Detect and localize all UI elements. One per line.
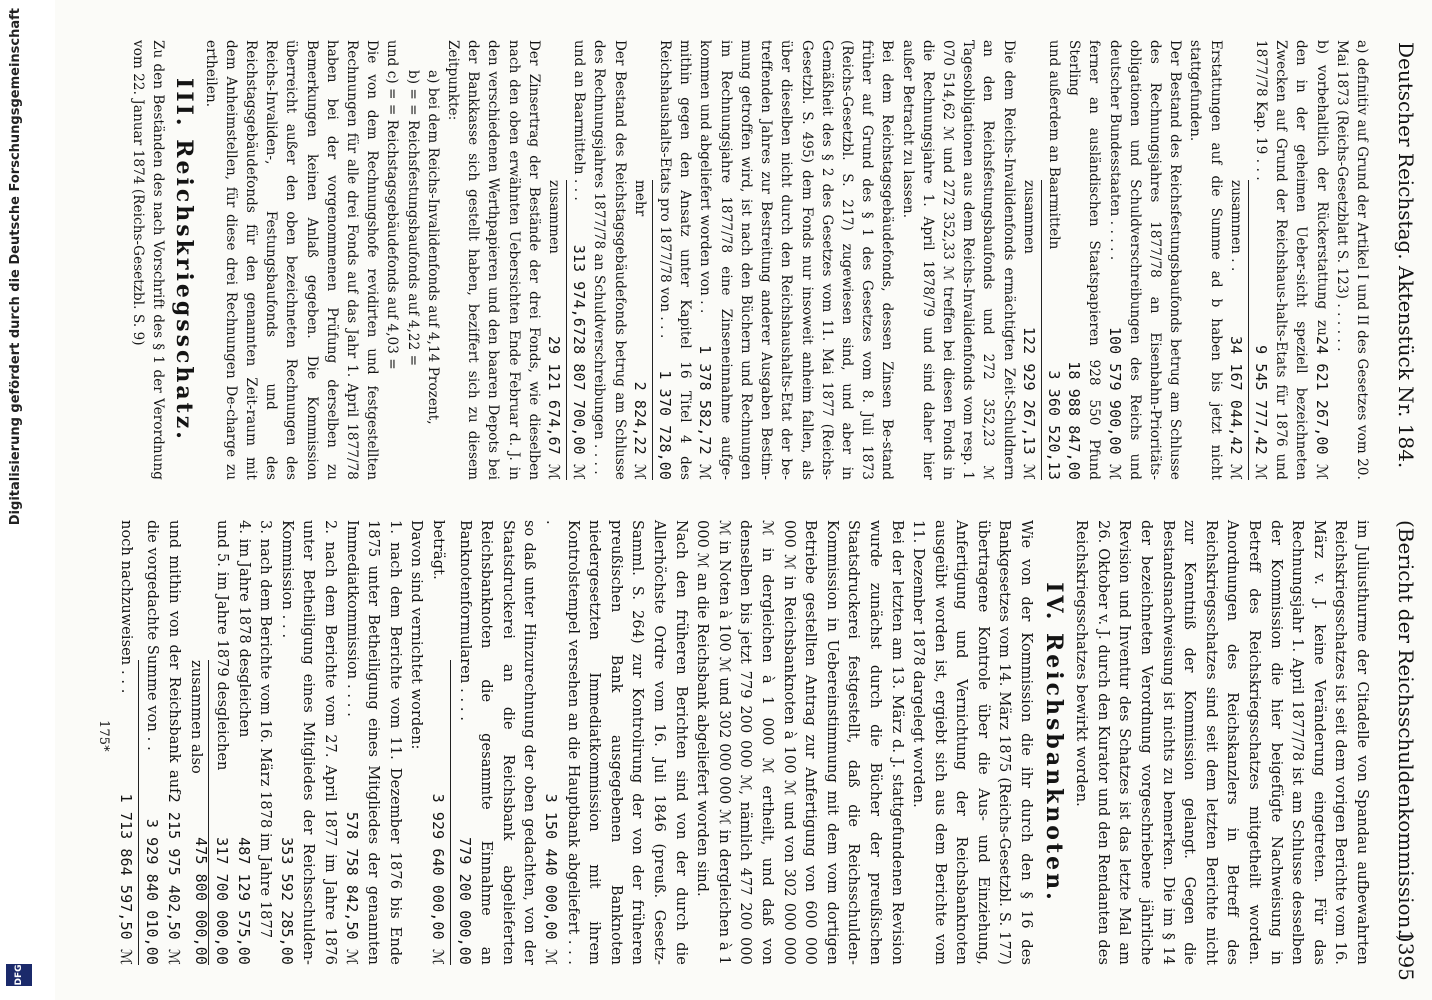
sum-line: zusammen . . 34 167 044,42 ℳ [1226,180,1245,480]
rate-line: und c) = = Reichstagsgebäudefonds auf 4,03 = [384,40,401,370]
credit-text: Digitalisierung gefördert durch die Deutsche Forschungsgemeinschaft [8,8,23,526]
paragraph: Die von dem Rechnungshofe revidirten und festgestellten Rechnungen für alle drei Fonds auf das Jahr 1. April 1877/78 haben bei der vorgenommenen Prüfung derselben zu Bemerkungen keinen Anlaß gegeben. Die Kommission überreicht außer den oben bezeichneten Rechnungen des Reichs-Invaliden-, Festungsbaufonds und des Reichstagsgebäudefonds für den genannten Zeit-raum mit dem Anheimstellen, für diese drei Rechnungen De-charge zu ertheilen. [202,40,381,480]
footer-mark: 175* [96,720,112,752]
header-right: (Bericht der Reichsschuldenkommission.) [1394,520,1418,943]
sum-line: mehr 2 824,22 ℳ [630,180,649,480]
amount-line: ferner an ausländischen Staatspapieren 928 550 Pfund Sterling 18 988 847,00 [1065,40,1103,480]
sum-rule [138,660,139,965]
rate-line: b) = = Reichsfestungsbaufonds auf 4,22 = [404,70,421,367]
paragraph: Die dem Reichs-Invalidenfonds ermächtigten Zeit-Schuldnern an den Reichsfestungsbaufonds und 272 352,23 ℳ Tagesobligationen aus dem Reichs-Invalidenfonds vom resp. 1 070 514,62 ℳ und 272 352,33 ℳ treffen bei diesen Fonds in die Rechnungsjahre 1. April 1878/79 und sind daher hier außer Betracht zu lassen. [899,40,1017,480]
right-column [93,520,1372,965]
section-title-iv: IV. Reichsbanknoten. [1040,582,1067,903]
paragraph: im Juliusthurme der Citadelle von Spandau aufbewahrten Reichskriegsschatzes ist seit dem vorigen Berichte vom 16. März v. J. keine Veränderung eingetreten. Für das Rechnungsjahr 1. April 1877/78 ist am Schlusse desselben der Kommission die hier beigefügte Nachweisung in Betreff des Reichskriegsschatzes mitgetheilt worden. Anordnungen des Reichskanzlers in Betreff des Reichskriegsschatzes sind seit dem letzten Berichte nicht zur Kenntniß der Kommission gelangt. Gegen die Bestandsnachweisung ist nichts zu bemerken. Die im § 14 der bezeichneten Verordnung vorgeschriebene jährliche Revision und Inventur des Schatzes ist das letzte Mal am 26. Oktober v. J. durch den Kurator und den Rendanten des Reichskriegsschatzes bewirkt worden. [1073,520,1370,965]
digitization-credit [0,0,55,1000]
sum-line: zusammen 29 121 674,67 ℳ [545,180,564,480]
paragraph: Bei dem Reichstagsgebäudefonds, dessen Zinsen Be-stand früher auf Grund des § 1 des Gesetzes vom 8. Juli 1873 (Reichs-Gesetzbl. S. 217) zugewiesen sind, und aber in Gemäßheit des § 2 des Gesetzes vom 11. Mai 1877 (Reichs-Gesetzbl. S. 495) dem Fonds nur insoweit anheim fallen, als über dieselben nicht durch den Reichshaushalts-Etat der be-treffenden Jahres zur Bestreitung anderer Ausgaben Bestim-mung getroffen wird, ist nach den Büchern und Rechnungen im Rechnungsjahre 1877/78 eine Zinseneinnahme aufge-kommen und abgeliefert worden von . . 1 378 582,72 ℳ [696,40,896,480]
sum-rule [652,180,653,480]
list-item: 3. nach dem Berichte vom 16. März 1878 im Jahre 1877 487 129 575,00 [234,520,274,965]
sum-rule [566,180,567,480]
list-item: 1. nach dem Berichte vom 11. Dezember 1876 bis Ende 1875 unter Betheiligung eines Mitgliedes der genannten Immediatkommission . . . . 578 758 842,50 ℳ [342,520,403,965]
rotated-page-content [55,0,1432,1000]
amount-line: und an Baarmitteln . . . 313 974,67 [570,40,589,337]
left-column [128,40,1372,480]
page-number: 1395 [1394,930,1418,981]
paragraph: Wie von der Kommission die ihr durch den § 16 des Bankgesetzes vom 14. März 1875 (Reichs-Gesetzbl. S. 177) übertragene Kontrole über die Aus- und Einziehung, Anfertigung und Vernichtung der Reichsbanknoten ausgeübt worden ist, ergiebt sich aus dem Berichte vom 11. Dezember 1878 dargelegt worden. [910,520,1035,965]
amount-line: und außerdem an Baarmitteln 3 360 520,13 [1044,40,1063,480]
item-a: a) definitiv auf Grund der Artikel I und II des Gesetzes vom 20. Mai 1873 (Reichs-Gesetzblatt S. 123) . . . . . . 24 621 267,00 ℳ [1312,40,1370,480]
sum-rule [450,660,451,965]
sum-line: zusammen also 2 215 975 402,50 ℳ [164,660,204,965]
paragraph: so daß unter Hinzurechnung der oben gedachten, von der Staatsdruckerei an die Reichsbank abgelieferten Reichsbanknoten die gesammte Einnahme an Banknotenformularen . . . . 779 200 000,00 [455,520,538,965]
dfg-logo: DFG [6,964,32,986]
paragraph: Der Bestand des Reichsfestungsbaufonds betrug am Schlusse des Rechnungsjahres 1877/78 an Eisenbahn-Prioritäts-obligationen und Schuldverschreibungen des Reichs und deutscher Bundesstaaten . . . . . 100 579 900,00 ℳ [1105,40,1184,480]
paragraph: Erstattungen auf die Summe ad b haben bis jetzt nicht stattgefunden. [1187,40,1224,480]
paragraph: Zu den Beständen des nach Vorschrift des § 1 der Verordnung vom 22. Januar 1874 (Reichs-Gesetzbl. S. 9) [130,40,167,480]
list-item: 4. im Jahre 1878 desgleichen 317 700 000,00 [213,520,252,965]
list-item: und 5. im Jahre 1879 desgleichen 475 800 000,00 [191,520,231,965]
paragraph: Davon sind vernichtet worden: [408,520,425,750]
sum-line: noch nachzuweisen . . . 1 713 864 597,50 ℳ [116,520,135,965]
section-title-iii: III. Reichskriegsschatz. [171,78,198,442]
scanned-page [55,0,1432,1000]
list-item: und mithin von der Reichsbank auf die vorgedachte Summe von . . 3 929 840 010,00 [143,520,182,965]
amount-line: mithin gegen den Ansatz unter Kapitel 16 Titel 4 des Reichshaushalts-Etats pro 1877/78 von . . . 1 370 728,00 [656,40,694,480]
paragraph: Der Bestand des Reichstagsgebäudefonds betrug am Schlusse des Rechnungsjahres 1877/78 an Schuldverschreibungen . . . . 28 807 700,00 ℳ [570,40,628,480]
amount-line: beträgt. 3 929 640 000,00 ℳ [429,520,448,965]
sum-rule [1041,180,1042,480]
item-b: b) vorbehaltlich der Rückerstattung zu den in der geheimen Ueber-sicht speziell bezeichneten Zwecken auf Grund der Reichshaus-halts-Etats für 1876 und 1877/78 Kap. 19 . . . 9 545 777,42 ℳ [1251,40,1330,480]
list-item: 2. nach dem Berichte vom 27. April 1877 im Jahre 1876 unter Betheiligung eines Mitgliedes der Reichsschulden-Kommission . . . 353 592 285,00 [277,520,339,965]
rate-line: a) bei dem Reichs-Invalidenfonds auf 4,14 Prozent, [424,70,441,425]
paragraph: Der Zinsertrag der Bestände der drei Fonds, wie dieselben nach den oben erwähnten Uebersichten Ende Februar d. J. in den verschiedenen Werthpapieren und den baaren Depots bei der Bankkasse sich gestellt haben, beziffert sich zu diesem Zeitpunkte: [445,40,542,480]
paragraph: Bei der letzten am 13. März d. J. stattgefundenen Revision wurde zunächst durch die Bücher der preußischen Staatsdruckerei festgestellt, daß die Reichsschulden-Kommission in Uebereinstimmung mit dem vom dortigen Betriebe gestellten Antrag zur Anfertigung von 600 000 000 ℳ in Reichsbanknoten à 100 ℳ und von 302 000 000 ℳ in dergleichen à 1 000 ℳ ertheilt, und daß von denselben bis jetzt 779 200 000 ℳ, nämlich 477 200 000 ℳ in Noten à 100 ℳ und 302 000 000 ℳ in dergleichen à 1 000 ℳ an die Reichsbank abgeliefert worden sind. [694,520,905,965]
sum-line: zusammen 122 929 267,13 ℳ [1019,180,1038,480]
header-left: Deutscher Reichstag. Aktenstück Nr. 184. [1394,42,1418,469]
paragraph: Nach den früheren Berichten sind von der durch die Allerhöchste Ordre vom 16. Juli 1846 (preuß. Gesetz-Samml. S. 264) zur Kontrolirung der von der früheren preußischen Bank ausgegebenen Banknoten niedergesetzten Immediatkommission mit ihrem Kontrolstempel versehen an die Hauptbank abgeliefert . . . . 3 150 440 000,00 ℳ [542,520,689,965]
sum-rule [1248,180,1249,480]
